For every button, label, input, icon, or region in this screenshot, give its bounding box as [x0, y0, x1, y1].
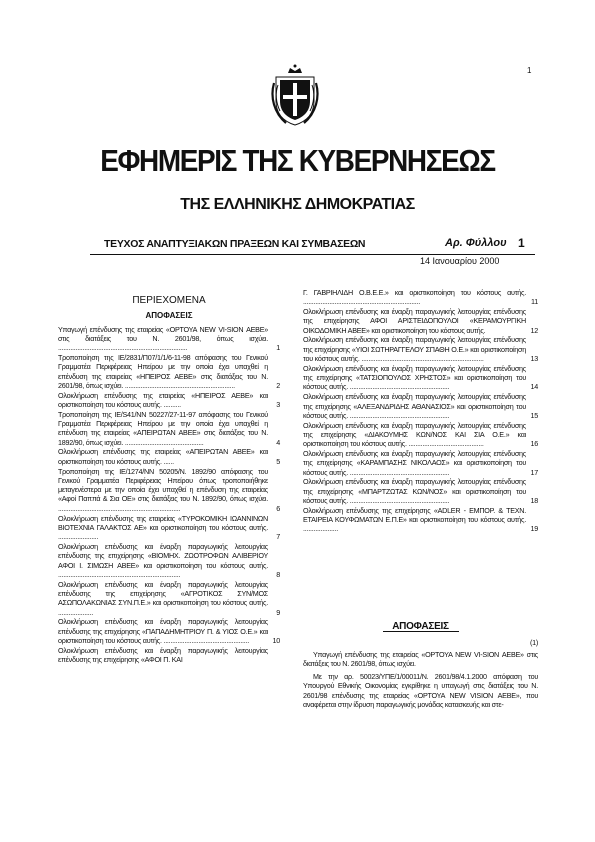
contents-entry — [58, 325, 280, 353]
contents-entry — [303, 392, 538, 420]
contents-entry-page: 1 — [276, 343, 280, 353]
greek-coat-of-arms-icon — [270, 63, 320, 129]
contents-list-left — [58, 325, 280, 665]
contents-entry — [303, 477, 538, 505]
contents-entry — [58, 542, 280, 579]
contents-entry-text: Ολοκλήρωση επένδυσης και έναρξη παραγωγικής λειτουργίας επένδυσης της επιχείρησης «ΑΓΡΟΤΙΚΟΣ ΣΥΝ/ΜΟΣ ΑΣΩΠΟΛΑΚΩΝΙΑΣ ΣΥΝ.Π.Ε.» και οριστικοποίηση του κόστους αυτής. .................... — [58, 579, 268, 617]
contents-entry-text: Γ. ΓΑΒΡΙΗΛΙΔΗ Ο.Β.Ε.Ε.» και οριστικοποίηση του κόστους αυτής. ................................................................... — [303, 288, 526, 307]
contents-entry-page: 6 — [276, 503, 280, 513]
contents-entry-text: Ολοκλήρωση επένδυσης και έναρξη παραγωγικής λειτουργίας επένδυσης της επιχείρησης «ΑΦΟΙ Π. ΚΑΙ — [58, 645, 268, 664]
contents-entry-text: Ολοκλήρωση επένδυσης και έναρξη παραγωγικής λειτουργίας επένδυσης της επιχείρησης «ΜΠΑΡΤΖΩΤΑΣ ΚΩΝ/ΝΟΣ» και οριστικοποίηση του κόστους αυτής. ......................................................... — [303, 477, 526, 506]
contents-entry — [58, 514, 280, 542]
decision-number: (1) — [529, 638, 538, 648]
contents-list-right — [303, 288, 538, 534]
contents-entry-page: 10 — [272, 635, 280, 645]
decision-text: Με την αρ. 50023/ΥΠΕ/1/00011/Ν. 2601/98/4.1.2000 απόφαση του Υπουργού Εθνικής Οικονομίας εγκρίθηκε η υπαγωγή στις διατάξεις του Ν. 2601/98 επένδυσης της εταιρείας «ΟΡΤΟΥΑ ΝΕW VISION ΑΕΒΕ», που αναφέρεται στην ίδρυση παραγωγικής μονάδας κατασκευής και στε- — [303, 672, 538, 710]
contents-entry-page: 15 — [530, 410, 538, 420]
contents-entry — [303, 288, 538, 307]
contents-entry — [303, 335, 538, 363]
contents-entry-page: 13 — [530, 354, 538, 364]
contents-entry-text: Ολοκλήρωση επένδυσης και έναρξη παραγωγικής λειτουργίας επένδυσης της επιχείρησης «ΒΙΟΜΗΧ. ΖΩΟΤΡΟΦΩΝ ΑΛΙΒΕΡΙΟΥ ΑΦΟΙ Ι. ΣΙΜΩΣΗ ΑΒΕΕ» και οριστικοποίηση του κόστους αυτής. ...................................................................... — [58, 541, 268, 579]
contents-entry-text: Τροποποίηση της ΙΕ/2831/Π07/1/1/6-11-98 απόφασης του Γενικού Γραμματέα Περιφέρειας Ηπείρου με την οποία έχει υπαχθεί η επένδυση της εταιρείας «ΗΠΕΙΡΟΣ ΑΕΒΕ» στις διατάξεις του Ν. 2601/98, όπως ισχύει. ............................................................... — [58, 352, 268, 390]
contents-entry-text: Ολοκλήρωση επένδυσης και έναρξη παραγωγικής λειτουργίας επένδυσης της επιχείρησης «ΠΑΠΑΔΗΜΗΤΡΙΟΥ Π. & ΥΙΟΣ Ο.Ε.» και οριστικοποίηση του κόστους αυτής. ................................................. — [58, 617, 268, 645]
contents-entry-page: 14 — [530, 382, 538, 392]
contents-entry — [303, 506, 538, 534]
contents-entry — [303, 449, 538, 477]
contents-entry-page: 11 — [531, 297, 538, 307]
contents-entry — [58, 447, 280, 466]
contents-entry-page: 5 — [276, 456, 280, 466]
contents-entry — [303, 421, 538, 449]
contents-entry-text: Ολοκλήρωση επένδυσης και έναρξη παραγωγικής λειτουργίας επένδυσης της επιχείρησης «ΤΑΤΣΙΟΠΟΥΛΟΣ ΧΡΗΣΤΟΣ» και οριστικοποίηση του κόστους αυτής. ......................................................... — [303, 363, 526, 392]
contents-entry-page: 8 — [276, 569, 280, 579]
page-number: 1 — [527, 66, 532, 75]
contents-entry-text: Τροποποίηση της ΙΕ/1274/ΝΝ 50205/Ν. 1892/90 απόφασης του Γενικού Γραμματέα Περιφέρειας Ηπείρου όπως τροποποιήθηκε μεταγενέστερα με την οποία έχει υπαχθεί η επένδυση της εταιρείας «Αφοί Παππά & Σια ΟΕ» στις διατάξεις του Ν. 1892/90, όπως ισχύει. ...................................................................... — [58, 466, 268, 513]
contents-entry-page: 4 — [276, 437, 280, 447]
contents-right-column — [303, 288, 538, 534]
sheet-label: Αρ. Φύλλου — [445, 237, 507, 249]
decisions-section — [303, 622, 538, 709]
issue-bar — [90, 236, 535, 255]
contents-entry-page: 17 — [530, 467, 538, 477]
contents-entry-page: 9 — [276, 607, 280, 617]
contents-entry — [303, 364, 538, 392]
contents-entry-page: 16 — [530, 439, 538, 449]
decision-title: Υπαγωγή επένδυσης της εταιρείας «ΟΡΤΟΥΑ ΝΕW VI-SION ΑΕΒΕ» στις διατάξεις του Ν. 2601/98, όπως ισχύει. — [303, 649, 538, 668]
contents-left-column — [58, 296, 280, 665]
contents-entry — [58, 391, 280, 410]
contents-entry — [303, 307, 538, 335]
contents-entry-text: Ολοκλήρωση επένδυσης και έναρξη παραγωγικής λειτουργίας επένδυσης της επιχείρησης «ΑΛΕΞΑΝΔΡΙΔΗΣ ΑΘΑΝΑΣΙΟΣ» και οριστικοποίηση του κόστους αυτής. ......................................................... — [303, 392, 526, 420]
contents-entry-text: Υπαγωγή επένδυσης της εταιρείας «ΟΡΤΟΥΑ ΝΕW VI-SION ΑΕΒΕ» στις διατάξεις του Ν. 2601/98, όπως ισχύει. .......................................................................... — [58, 324, 268, 353]
contents-entry-text: Ολοκλήρωση επένδυσης και έναρξη παραγωγικής λειτουργίας επένδυσης της επιχείρησης «ΚΑΡΑΜΠΑΣΗΣ ΝΙΚΟΛΑΟΣ» και οριστικοποίηση του κόστους αυτής. ......................................................... — [303, 449, 526, 477]
contents-entry-page: 3 — [276, 399, 280, 409]
contents-entry-text: Ολοκλήρωση επένδυσης και έναρξη παραγωγικής λειτουργίας επένδυσης της επιχείρησης «ΔΙΑΚΟΥΜΗΣ ΚΩΝ/ΝΟΣ ΚΑΙ ΣΙΑ Ο.Ε.» και οριστικοποίηση του κόστους αυτής. ........................................... — [303, 420, 526, 449]
contents-entry — [58, 617, 280, 645]
contents-entry — [58, 467, 280, 513]
contents-entry-text: Ολοκλήρωση επένδυσης της εταιρείας «ΑΠΕΙΡΩΤΑΝ ΑΒΕΕ» και οριστικοποίηση του κόστους αυτής. ...... — [58, 447, 268, 466]
contents-entry-text: Ολοκλήρωση επένδυσης της εταιρείας «ΤΥΡΟΚΟΜΙΚΗ ΙΩΑΝΝΙΝΩΝ ΒΙΟΤΕΧΝΙΑ ΓΑΛΑΚΤΟΣ ΑΕ» και οριστικοποίηση του κόστους αυτής. ....................... — [58, 513, 268, 542]
contents-entry-page: 7 — [276, 532, 280, 542]
contents-entry-page: 12 — [530, 325, 538, 335]
contents-entry-text: Ολοκλήρωση επένδυσης της εταιρείας «ΗΠΕΙΡΟΣ ΑΕΒΕ» και οριστικοποίηση του κόστους αυτής. .......... — [58, 390, 268, 409]
contents-entry-text: Τροποποίηση της ΙΕ/S41/ΝΝ 50227/27-11-97 απόφασης του Γενικού Γραμματέα Περιφέρειας Ηπείρου με την οποία έχει υπαχθεί η επένδυση της εταιρείας «ΑΠΕΙΡΩΤΑΝ ΑΒΕΕ» στις διατάξεις του Ν. 1892/90, όπως ισχύει. ............................................. — [58, 409, 268, 447]
decisions-heading: ΑΠΟΦΑΣΕΙΣ — [383, 622, 459, 632]
contents-entry — [58, 646, 280, 665]
gazette-subtitle: ΤΗΣ ΕΛΛΗΝΙΚΗΣ ΔΗΜΟΚΡΑΤΙΑΣ — [180, 196, 415, 213]
sheet-number: 1 — [518, 236, 525, 250]
contents-entry-text: Ολοκλήρωση επένδυσης και έναρξη παραγωγικής λειτουργίας επένδυσης της επιχείρησης ΑΦΟΙ ΑΡΙΣΤΕΙΔΟΠΟΥΛΟΙ «ΚΕΡΑΜΟΥΡΓΙΚΗ ΟΙΚΟΔΟΜΙΚΗ ΑΒΕΕ» και οριστικοποίηση του κόστους αυτής. — [303, 307, 526, 335]
contents-entry — [58, 580, 280, 617]
gazette-title: ΕΦΗΜΕΡΙΣ ΤΗΣ ΚΥΒΕΡΝΗΣΕΩΣ — [100, 143, 495, 178]
contents-entry-page: 18 — [530, 496, 538, 506]
contents-entry — [58, 353, 280, 390]
contents-entry-text: Ολοκλήρωση επένδυσης της επιχείρησης «ADLER - ΕΜΠΟΡ. & ΤΕΧΝ. ΕΤΑΙΡΕΙΑ ΚΟΥΦΩΜΑΤΩΝ Ε.Π.Ε» και οριστικοποίηση του κόστους αυτής. .................... — [303, 505, 526, 534]
issue-date: 14 Ιανουαρίου 2000 — [420, 256, 500, 266]
contents-entry-page: 2 — [276, 380, 280, 390]
contents-title: ΠΕΡΙΕΧΟΜΕΝΑ — [132, 295, 206, 306]
contents-section-heading: ΑΠΟΦΑΣΕΙΣ — [145, 311, 193, 321]
contents-entry — [58, 410, 280, 447]
contents-entry-page: 19 — [530, 524, 538, 534]
issue-name: ΤΕΥΧΟΣ ΑΝΑΠΤΥΞΙΑΚΩΝ ΠΡΑΞΕΩΝ ΚΑΙ ΣΥΜΒΑΣΕΩΝ — [104, 238, 366, 250]
contents-entry-text: Ολοκλήρωση επένδυσης και έναρξη παραγωγικής λειτουργίας επένδυσης της επιχείρησης «ΥΙΟΙ ΣΩΤΗΡΑΓΓΕΛΟΥ ΣΠΑΘΗ Ο.Ε.» και οριστικοποίηση του κόστους αυτής. ...................................................................... — [303, 335, 526, 364]
